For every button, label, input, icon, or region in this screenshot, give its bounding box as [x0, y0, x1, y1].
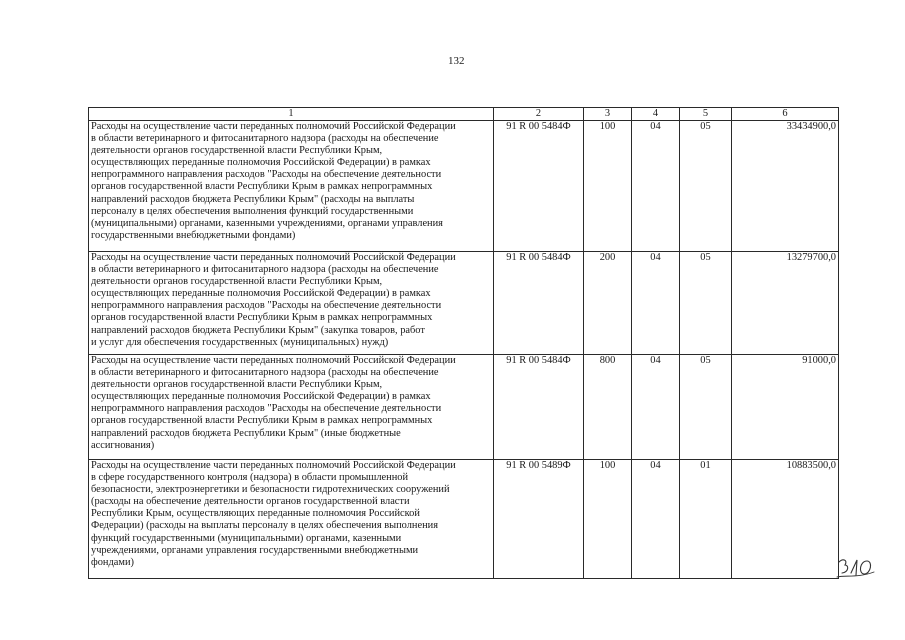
table-row: [89, 460, 839, 579]
expense-description: Расходы на осуществление части переданных полномочий Российской Федерации в области ветеринарного и фитосанитарного надзора (расходы на обеспечение деятельности органов государственной власти Республики Крым, осуществляющих переданные полномочия Российской Федерации) в рамках непрограммного направления расходов "Расходы на обеспечение деятельности органов государственной власти Республики Крым в рамках непрограммных направлений расходов бюджета Республики Крым" (расходы на выплаты персоналу в целях обеспечения выполнения функций государственными (муниципальными) органами, казенными учреждениями, органами управления государственными внебюджетными фондами): [89, 121, 494, 252]
budget-table: [88, 107, 839, 579]
target-article-code: 91 R 00 5484Ф: [494, 252, 584, 355]
table-row: [89, 355, 839, 460]
signature-stroke-3: [839, 560, 848, 573]
expense-type-code: 100: [584, 121, 632, 252]
subsection-code: 05: [680, 355, 732, 460]
signature-stroke-1: [851, 560, 857, 575]
expense-type-code: 200: [584, 252, 632, 355]
column-header-4: 4: [632, 108, 680, 121]
header-row: [89, 108, 839, 121]
target-article-code: 91 R 00 5484Ф: [494, 355, 584, 460]
column-header-6: 6: [732, 108, 839, 121]
section-code: 04: [632, 252, 680, 355]
target-article-code: 91 R 00 5489Ф: [494, 460, 584, 579]
amount: 91000,0: [732, 355, 839, 460]
page-number: 132: [448, 55, 465, 67]
handwritten-page-signature: [836, 556, 876, 580]
column-header-5: 5: [680, 108, 732, 121]
signature-stroke-0: [860, 561, 870, 574]
table-row: [89, 121, 839, 252]
amount: 13279700,0: [732, 252, 839, 355]
section-code: 04: [632, 460, 680, 579]
expense-type-code: 800: [584, 355, 632, 460]
subsection-code: 01: [680, 460, 732, 579]
expense-description: Расходы на осуществление части переданных полномочий Российской Федерации в области ветеринарного и фитосанитарного надзора (расходы на обеспечение деятельности органов государственной власти Республики Крым, осуществляющих переданные полномочия Российской Федерации) в рамках непрограммного направления расходов "Расходы на обеспечение деятельности органов государственной власти Республики Крым в рамках непрограммных направлений расходов бюджета Республики Крым" (закупка товаров, работ и услуг для обеспечения государственных (муниципальных) нужд): [89, 252, 494, 355]
section-code: 04: [632, 121, 680, 252]
column-header-2: 2: [494, 108, 584, 121]
section-code: 04: [632, 355, 680, 460]
expense-description: Расходы на осуществление части переданных полномочий Российской Федерации в сфере государственного контроля (надзора) в области промышленной безопасности, электроэнергетики и безопасности гидротехнических сооружений (расходы на обеспечение деятельности органов государственной власти Республики Крым, осуществляющих переданные полномочия Российской Федерации) (расходы на выплаты персоналу в целях обеспечения выполнения функций государственными (муниципальными) органами, казенными учреждениями, органами управления государственными внебюджетными фондами): [89, 460, 494, 579]
amount: 10883500,0: [732, 460, 839, 579]
expense-description: Расходы на осуществление части переданных полномочий Российской Федерации в области ветеринарного и фитосанитарного надзора (расходы на обеспечение деятельности органов государственной власти Республики Крым, осуществляющих переданные полномочия Российской Федерации) в рамках непрограммного направления расходов "Расходы на обеспечение деятельности органов государственной власти Республики Крым в рамках непрограммных направлений расходов бюджета Республики Крым" (иные бюджетные ассигнования): [89, 355, 494, 460]
target-article-code: 91 R 00 5484Ф: [494, 121, 584, 252]
column-header-3: 3: [584, 108, 632, 121]
subsection-code: 05: [680, 252, 732, 355]
table-row: [89, 252, 839, 355]
column-header-1: 1: [89, 108, 494, 121]
expense-type-code: 100: [584, 460, 632, 579]
subsection-code: 05: [680, 121, 732, 252]
amount: 33434900,0: [732, 121, 839, 252]
